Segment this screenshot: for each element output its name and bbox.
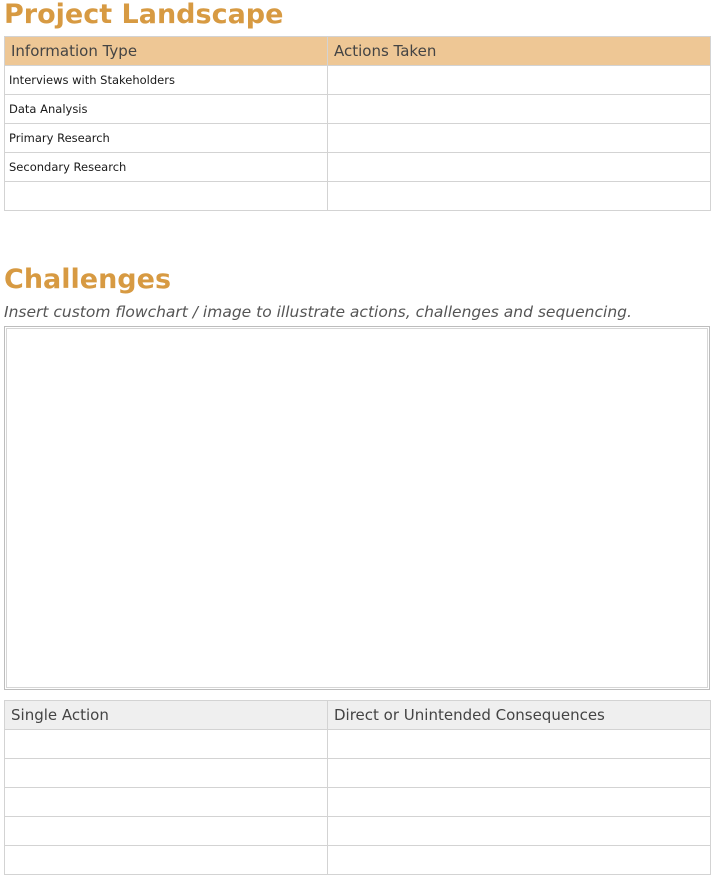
table-row: [5, 153, 711, 182]
single-action-cell[interactable]: [5, 846, 328, 875]
single-action-cell[interactable]: [5, 817, 328, 846]
challenges-heading: Challenges: [4, 264, 172, 295]
actions-taken-header: Actions Taken: [328, 37, 711, 66]
table-row: [5, 124, 711, 153]
information-type-cell[interactable]: Primary Research: [5, 124, 328, 153]
actions-taken-cell[interactable]: [328, 124, 711, 153]
project-landscape-heading: Project Landscape: [4, 0, 284, 30]
consequences-cell[interactable]: [328, 730, 711, 759]
actions-taken-cell[interactable]: [328, 95, 711, 124]
consequences-header: Direct or Unintended Consequences: [328, 701, 711, 730]
table-row: [5, 95, 711, 124]
table-row: [5, 817, 711, 846]
consequences-cell[interactable]: [328, 759, 711, 788]
table-row: [5, 759, 711, 788]
consequences-cell[interactable]: [328, 846, 711, 875]
table-header-row: [5, 37, 711, 66]
information-type-cell[interactable]: Interviews with Stakeholders: [5, 66, 328, 95]
table-header-row: [5, 701, 711, 730]
actions-consequences-table: [4, 700, 711, 875]
table-row: [5, 730, 711, 759]
information-type-cell[interactable]: [5, 182, 328, 211]
flowchart-image-placeholder[interactable]: [4, 326, 710, 690]
table-row: [5, 788, 711, 817]
single-action-cell[interactable]: [5, 759, 328, 788]
table-row: [5, 182, 711, 211]
information-type-cell[interactable]: Secondary Research: [5, 153, 328, 182]
table-row: [5, 66, 711, 95]
consequences-cell[interactable]: [328, 788, 711, 817]
flowchart-instruction: Insert custom flowchart / image to illustrate actions, challenges and sequencing.: [4, 303, 632, 321]
information-type-header: Information Type: [5, 37, 328, 66]
project-landscape-table: [4, 36, 711, 211]
actions-taken-cell[interactable]: [328, 66, 711, 95]
consequences-cell[interactable]: [328, 817, 711, 846]
single-action-cell[interactable]: [5, 730, 328, 759]
table-row: [5, 846, 711, 875]
single-action-header: Single Action: [5, 701, 328, 730]
actions-taken-cell[interactable]: [328, 153, 711, 182]
actions-taken-cell[interactable]: [328, 182, 711, 211]
information-type-cell[interactable]: Data Analysis: [5, 95, 328, 124]
single-action-cell[interactable]: [5, 788, 328, 817]
